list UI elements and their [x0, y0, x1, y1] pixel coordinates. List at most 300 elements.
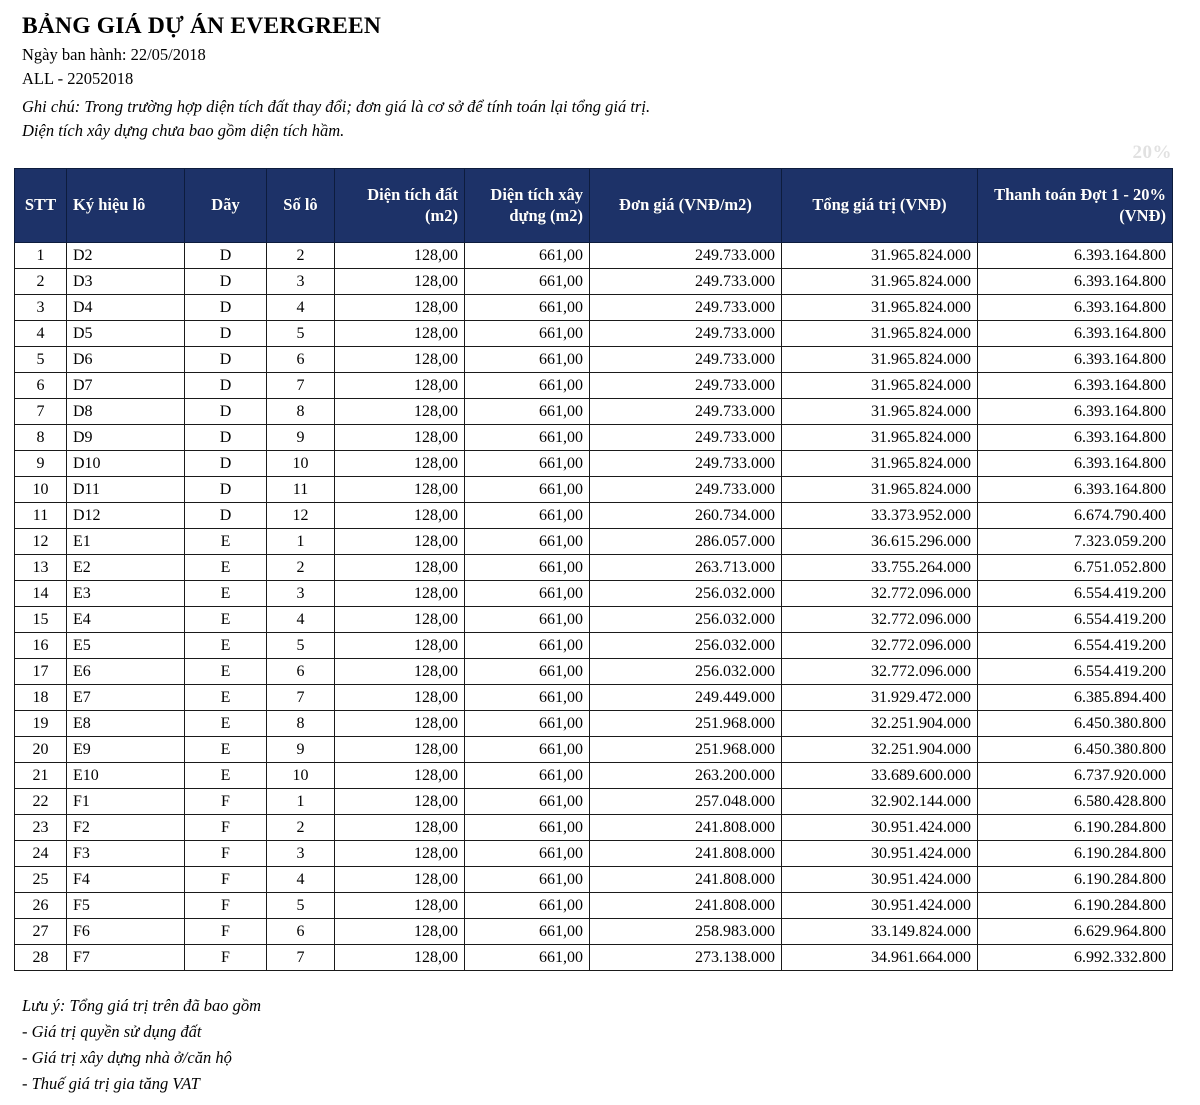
cell-so-lo: 9	[267, 425, 335, 451]
cell-dien-tich-xay-dung: 661,00	[465, 373, 590, 399]
cell-dien-tich-dat: 128,00	[335, 633, 465, 659]
cell-stt: 1	[15, 243, 67, 269]
cell-dien-tich-dat: 128,00	[335, 867, 465, 893]
cell-don-gia: 241.808.000	[590, 893, 782, 919]
cell-so-lo: 10	[267, 451, 335, 477]
cell-dien-tich-dat: 128,00	[335, 373, 465, 399]
cell-tong-gia-tri: 30.951.424.000	[782, 841, 978, 867]
cell-dien-tich-xay-dung: 661,00	[465, 607, 590, 633]
cell-dien-tich-dat: 128,00	[335, 685, 465, 711]
cell-thanh-toan-dot-1: 6.554.419.200	[978, 659, 1173, 685]
cell-dien-tich-xay-dung: 661,00	[465, 503, 590, 529]
cell-stt: 4	[15, 321, 67, 347]
cell-don-gia: 256.032.000	[590, 581, 782, 607]
cell-tong-gia-tri: 33.149.824.000	[782, 919, 978, 945]
cell-tong-gia-tri: 32.251.904.000	[782, 737, 978, 763]
cell-dien-tich-xay-dung: 661,00	[465, 399, 590, 425]
cell-thanh-toan-dot-1: 6.190.284.800	[978, 841, 1173, 867]
cell-tong-gia-tri: 31.965.824.000	[782, 399, 978, 425]
cell-thanh-toan-dot-1: 6.385.894.400	[978, 685, 1173, 711]
cell-thanh-toan-dot-1: 6.450.380.800	[978, 711, 1173, 737]
cell-dien-tich-xay-dung: 661,00	[465, 945, 590, 971]
cell-tong-gia-tri: 36.615.296.000	[782, 529, 978, 555]
cell-day: F	[185, 867, 267, 893]
cell-stt: 16	[15, 633, 67, 659]
cell-stt: 25	[15, 867, 67, 893]
cell-dien-tich-xay-dung: 661,00	[465, 425, 590, 451]
cell-thanh-toan-dot-1: 6.580.428.800	[978, 789, 1173, 815]
cell-so-lo: 10	[267, 763, 335, 789]
cell-dien-tich-dat: 128,00	[335, 841, 465, 867]
cell-don-gia: 260.734.000	[590, 503, 782, 529]
price-table-container	[14, 168, 1172, 971]
note-line-2: Diện tích xây dựng chưa bao gồm diện tích hầm.	[22, 120, 345, 140]
cell-dien-tich-dat: 128,00	[335, 321, 465, 347]
cell-dien-tich-xay-dung: 661,00	[465, 685, 590, 711]
cell-don-gia: 249.733.000	[590, 243, 782, 269]
cell-dien-tich-xay-dung: 661,00	[465, 295, 590, 321]
cell-thanh-toan-dot-1: 7.323.059.200	[978, 529, 1173, 555]
cell-so-lo: 1	[267, 529, 335, 555]
column-header-tong-gia-tri: Tổng giá trị (VNĐ)	[782, 169, 978, 243]
cell-stt: 26	[15, 893, 67, 919]
cell-ky-hieu-lo: D2	[67, 243, 185, 269]
cell-ky-hieu-lo: D3	[67, 269, 185, 295]
cell-don-gia: 273.138.000	[590, 945, 782, 971]
cell-ky-hieu-lo: E2	[67, 555, 185, 581]
cell-ky-hieu-lo: E9	[67, 737, 185, 763]
cell-so-lo: 4	[267, 867, 335, 893]
table-row	[15, 789, 1173, 815]
cell-thanh-toan-dot-1: 6.393.164.800	[978, 295, 1173, 321]
cell-don-gia: 258.983.000	[590, 919, 782, 945]
cell-stt: 8	[15, 425, 67, 451]
cell-thanh-toan-dot-1: 6.393.164.800	[978, 347, 1173, 373]
cell-don-gia: 249.449.000	[590, 685, 782, 711]
cell-thanh-toan-dot-1: 6.751.052.800	[978, 555, 1173, 581]
cell-day: E	[185, 711, 267, 737]
cell-tong-gia-tri: 33.689.600.000	[782, 763, 978, 789]
footer-notes	[22, 993, 261, 1097]
column-header-so-lo: Số lô	[267, 169, 335, 243]
cell-so-lo: 6	[267, 919, 335, 945]
table-row	[15, 373, 1173, 399]
cell-ky-hieu-lo: E8	[67, 711, 185, 737]
table-row	[15, 503, 1173, 529]
column-header-thanh-toan-dot-1: Thanh toán Đợt 1 - 20% (VNĐ)	[978, 169, 1173, 243]
cell-so-lo: 3	[267, 581, 335, 607]
cell-dien-tich-dat: 128,00	[335, 451, 465, 477]
price-table	[14, 168, 1173, 971]
cell-tong-gia-tri: 31.965.824.000	[782, 347, 978, 373]
cell-dien-tich-xay-dung: 661,00	[465, 763, 590, 789]
cell-tong-gia-tri: 33.373.952.000	[782, 503, 978, 529]
cell-tong-gia-tri: 32.772.096.000	[782, 659, 978, 685]
table-row	[15, 529, 1173, 555]
cell-ky-hieu-lo: D10	[67, 451, 185, 477]
table-row	[15, 711, 1173, 737]
cell-ky-hieu-lo: D8	[67, 399, 185, 425]
cell-so-lo: 12	[267, 503, 335, 529]
cell-don-gia: 249.733.000	[590, 399, 782, 425]
cell-don-gia: 263.200.000	[590, 763, 782, 789]
cell-thanh-toan-dot-1: 6.450.380.800	[978, 737, 1173, 763]
page-title: BẢNG GIÁ DỰ ÁN EVERGREEN	[22, 13, 382, 39]
cell-dien-tich-xay-dung: 661,00	[465, 477, 590, 503]
cell-dien-tich-dat: 128,00	[335, 945, 465, 971]
cell-don-gia: 241.808.000	[590, 815, 782, 841]
cell-don-gia: 249.733.000	[590, 295, 782, 321]
cell-stt: 9	[15, 451, 67, 477]
cell-so-lo: 5	[267, 633, 335, 659]
note-line-1: Ghi chú: Trong trường hợp diện tích đất thay đổi; đơn giá là cơ sở để tính toán lại tổng giá trị.	[22, 97, 651, 117]
cell-day: F	[185, 945, 267, 971]
cell-day: D	[185, 243, 267, 269]
cell-stt: 10	[15, 477, 67, 503]
cell-tong-gia-tri: 31.965.824.000	[782, 425, 978, 451]
cell-day: E	[185, 659, 267, 685]
cell-so-lo: 8	[267, 399, 335, 425]
cell-dien-tich-dat: 128,00	[335, 269, 465, 295]
cell-ky-hieu-lo: E5	[67, 633, 185, 659]
cell-ky-hieu-lo: E4	[67, 607, 185, 633]
table-row	[15, 867, 1173, 893]
table-header-row	[15, 169, 1173, 243]
cell-ky-hieu-lo: F2	[67, 815, 185, 841]
cell-so-lo: 7	[267, 685, 335, 711]
cell-thanh-toan-dot-1: 6.393.164.800	[978, 425, 1173, 451]
cell-day: D	[185, 425, 267, 451]
cell-stt: 24	[15, 841, 67, 867]
cell-thanh-toan-dot-1: 6.554.419.200	[978, 607, 1173, 633]
table-header	[15, 169, 1173, 243]
cell-don-gia: 249.733.000	[590, 321, 782, 347]
cell-tong-gia-tri: 31.965.824.000	[782, 373, 978, 399]
cell-day: D	[185, 373, 267, 399]
cell-so-lo: 7	[267, 373, 335, 399]
cell-tong-gia-tri: 34.961.664.000	[782, 945, 978, 971]
cell-so-lo: 2	[267, 555, 335, 581]
cell-don-gia: 249.733.000	[590, 347, 782, 373]
column-header-day: Dãy	[185, 169, 267, 243]
cell-so-lo: 2	[267, 815, 335, 841]
cell-thanh-toan-dot-1: 6.393.164.800	[978, 477, 1173, 503]
cell-dien-tich-xay-dung: 661,00	[465, 737, 590, 763]
cell-ky-hieu-lo: F4	[67, 867, 185, 893]
table-row	[15, 425, 1173, 451]
cell-dien-tich-dat: 128,00	[335, 347, 465, 373]
cell-so-lo: 5	[267, 321, 335, 347]
cell-so-lo: 2	[267, 243, 335, 269]
cell-stt: 15	[15, 607, 67, 633]
cell-thanh-toan-dot-1: 6.393.164.800	[978, 373, 1173, 399]
cell-dien-tich-dat: 128,00	[335, 503, 465, 529]
cell-tong-gia-tri: 31.965.824.000	[782, 269, 978, 295]
cell-don-gia: 249.733.000	[590, 451, 782, 477]
table-row	[15, 243, 1173, 269]
cell-don-gia: 249.733.000	[590, 425, 782, 451]
cell-stt: 5	[15, 347, 67, 373]
cell-thanh-toan-dot-1: 6.393.164.800	[978, 451, 1173, 477]
cell-dien-tich-xay-dung: 661,00	[465, 269, 590, 295]
table-row	[15, 399, 1173, 425]
table-row	[15, 581, 1173, 607]
cell-so-lo: 4	[267, 607, 335, 633]
cell-stt: 13	[15, 555, 67, 581]
cell-thanh-toan-dot-1: 6.554.419.200	[978, 581, 1173, 607]
cell-stt: 23	[15, 815, 67, 841]
cell-dien-tich-xay-dung: 661,00	[465, 867, 590, 893]
cell-ky-hieu-lo: D7	[67, 373, 185, 399]
table-row	[15, 269, 1173, 295]
cell-so-lo: 7	[267, 945, 335, 971]
cell-thanh-toan-dot-1: 6.190.284.800	[978, 893, 1173, 919]
cell-stt: 6	[15, 373, 67, 399]
cell-tong-gia-tri: 31.965.824.000	[782, 243, 978, 269]
footer-note-item: - Thuế giá trị gia tăng VAT	[22, 1074, 200, 1094]
cell-don-gia: 251.968.000	[590, 737, 782, 763]
column-header-ky-hieu-lo: Ký hiệu lô	[67, 169, 185, 243]
cell-so-lo: 6	[267, 347, 335, 373]
issue-date-line: Ngày ban hành: 22/05/2018	[22, 45, 206, 65]
cell-ky-hieu-lo: F5	[67, 893, 185, 919]
cell-day: D	[185, 347, 267, 373]
cell-ky-hieu-lo: F7	[67, 945, 185, 971]
cell-day: E	[185, 685, 267, 711]
cell-thanh-toan-dot-1: 6.393.164.800	[978, 321, 1173, 347]
cell-stt: 14	[15, 581, 67, 607]
cell-tong-gia-tri: 31.965.824.000	[782, 321, 978, 347]
cell-stt: 3	[15, 295, 67, 321]
cell-dien-tich-dat: 128,00	[335, 815, 465, 841]
column-header-stt: STT	[15, 169, 67, 243]
cell-dien-tich-dat: 128,00	[335, 711, 465, 737]
cell-dien-tich-dat: 128,00	[335, 477, 465, 503]
cell-day: D	[185, 269, 267, 295]
cell-don-gia: 263.713.000	[590, 555, 782, 581]
cell-day: E	[185, 555, 267, 581]
cell-tong-gia-tri: 31.965.824.000	[782, 295, 978, 321]
cell-don-gia: 256.032.000	[590, 633, 782, 659]
footer-note-title: Lưu ý: Tổng giá trị trên đã bao gồm	[22, 996, 262, 1015]
cell-don-gia: 241.808.000	[590, 841, 782, 867]
cell-tong-gia-tri: 32.772.096.000	[782, 581, 978, 607]
cell-stt: 7	[15, 399, 67, 425]
table-row	[15, 763, 1173, 789]
cell-ky-hieu-lo: D12	[67, 503, 185, 529]
cell-stt: 2	[15, 269, 67, 295]
cell-thanh-toan-dot-1: 6.190.284.800	[978, 815, 1173, 841]
cell-so-lo: 6	[267, 659, 335, 685]
cell-dien-tich-dat: 128,00	[335, 763, 465, 789]
cell-ky-hieu-lo: E7	[67, 685, 185, 711]
cell-so-lo: 3	[267, 841, 335, 867]
cell-don-gia: 249.733.000	[590, 477, 782, 503]
cell-dien-tich-dat: 128,00	[335, 581, 465, 607]
cell-dien-tich-xay-dung: 661,00	[465, 919, 590, 945]
cell-dien-tich-xay-dung: 661,00	[465, 243, 590, 269]
cell-don-gia: 249.733.000	[590, 373, 782, 399]
cell-tong-gia-tri: 30.951.424.000	[782, 893, 978, 919]
cell-thanh-toan-dot-1: 6.190.284.800	[978, 867, 1173, 893]
cell-don-gia: 249.733.000	[590, 269, 782, 295]
cell-day: D	[185, 503, 267, 529]
cell-dien-tich-xay-dung: 661,00	[465, 815, 590, 841]
cell-stt: 21	[15, 763, 67, 789]
cell-day: F	[185, 789, 267, 815]
cell-dien-tich-xay-dung: 661,00	[465, 789, 590, 815]
footer-note-item: - Giá trị xây dựng nhà ở/căn hộ	[22, 1048, 232, 1068]
cell-thanh-toan-dot-1: 6.992.332.800	[978, 945, 1173, 971]
cell-stt: 12	[15, 529, 67, 555]
cell-dien-tich-xay-dung: 661,00	[465, 321, 590, 347]
table-row	[15, 841, 1173, 867]
cell-ky-hieu-lo: D9	[67, 425, 185, 451]
cell-ky-hieu-lo: E6	[67, 659, 185, 685]
cell-don-gia: 256.032.000	[590, 607, 782, 633]
table-row	[15, 685, 1173, 711]
cell-dien-tich-xay-dung: 661,00	[465, 581, 590, 607]
cell-stt: 11	[15, 503, 67, 529]
cell-tong-gia-tri: 31.929.472.000	[782, 685, 978, 711]
cell-stt: 20	[15, 737, 67, 763]
table-row	[15, 477, 1173, 503]
table-row	[15, 815, 1173, 841]
cell-so-lo: 3	[267, 269, 335, 295]
cell-dien-tich-xay-dung: 661,00	[465, 711, 590, 737]
cell-day: D	[185, 451, 267, 477]
table-row	[15, 321, 1173, 347]
cell-day: E	[185, 737, 267, 763]
cell-thanh-toan-dot-1: 6.674.790.400	[978, 503, 1173, 529]
cell-dien-tich-dat: 128,00	[335, 243, 465, 269]
cell-day: F	[185, 815, 267, 841]
footer-note-item: - Giá trị quyền sử dụng đất	[22, 1022, 202, 1042]
cell-thanh-toan-dot-1: 6.393.164.800	[978, 399, 1173, 425]
column-header-dien-tich-xay-dung: Diện tích xây dựng (m2)	[465, 169, 590, 243]
cell-day: D	[185, 399, 267, 425]
cell-stt: 19	[15, 711, 67, 737]
cell-ky-hieu-lo: F3	[67, 841, 185, 867]
table-row	[15, 347, 1173, 373]
cell-day: E	[185, 529, 267, 555]
table-row	[15, 451, 1173, 477]
cell-stt: 27	[15, 919, 67, 945]
cell-stt: 22	[15, 789, 67, 815]
cell-day: E	[185, 633, 267, 659]
cell-dien-tich-xay-dung: 661,00	[465, 555, 590, 581]
column-header-dien-tich-dat: Diện tích đất (m2)	[335, 169, 465, 243]
cell-day: F	[185, 919, 267, 945]
table-row	[15, 893, 1173, 919]
cell-dien-tich-xay-dung: 661,00	[465, 451, 590, 477]
cell-ky-hieu-lo: F6	[67, 919, 185, 945]
cell-dien-tich-xay-dung: 661,00	[465, 633, 590, 659]
cell-don-gia: 256.032.000	[590, 659, 782, 685]
cell-don-gia: 257.048.000	[590, 789, 782, 815]
cell-dien-tich-dat: 128,00	[335, 399, 465, 425]
cell-day: D	[185, 477, 267, 503]
cell-ky-hieu-lo: E10	[67, 763, 185, 789]
cell-dien-tich-dat: 128,00	[335, 607, 465, 633]
cell-stt: 28	[15, 945, 67, 971]
cell-tong-gia-tri: 32.772.096.000	[782, 633, 978, 659]
cell-don-gia: 251.968.000	[590, 711, 782, 737]
cell-tong-gia-tri: 33.755.264.000	[782, 555, 978, 581]
cell-dien-tich-dat: 128,00	[335, 789, 465, 815]
cell-ky-hieu-lo: E1	[67, 529, 185, 555]
cell-don-gia: 286.057.000	[590, 529, 782, 555]
cell-so-lo: 8	[267, 711, 335, 737]
watermark-20-percent: 20%	[1132, 142, 1172, 163]
cell-day: F	[185, 893, 267, 919]
cell-dien-tich-xay-dung: 661,00	[465, 893, 590, 919]
cell-day: D	[185, 321, 267, 347]
cell-dien-tich-xay-dung: 661,00	[465, 347, 590, 373]
cell-day: F	[185, 841, 267, 867]
cell-dien-tich-dat: 128,00	[335, 919, 465, 945]
cell-so-lo: 9	[267, 737, 335, 763]
cell-tong-gia-tri: 32.902.144.000	[782, 789, 978, 815]
cell-dien-tich-xay-dung: 661,00	[465, 529, 590, 555]
cell-day: E	[185, 763, 267, 789]
table-row	[15, 607, 1173, 633]
cell-so-lo: 5	[267, 893, 335, 919]
cell-stt: 18	[15, 685, 67, 711]
cell-tong-gia-tri: 30.951.424.000	[782, 815, 978, 841]
cell-so-lo: 1	[267, 789, 335, 815]
cell-dien-tich-dat: 128,00	[335, 659, 465, 685]
table-row	[15, 555, 1173, 581]
table-body	[15, 243, 1173, 971]
cell-ky-hieu-lo: F1	[67, 789, 185, 815]
column-header-don-gia: Đơn giá (VNĐ/m2)	[590, 169, 782, 243]
document-code-line: ALL - 22052018	[22, 69, 134, 89]
cell-thanh-toan-dot-1: 6.737.920.000	[978, 763, 1173, 789]
cell-tong-gia-tri: 31.965.824.000	[782, 477, 978, 503]
cell-ky-hieu-lo: E3	[67, 581, 185, 607]
table-row	[15, 659, 1173, 685]
cell-thanh-toan-dot-1: 6.554.419.200	[978, 633, 1173, 659]
cell-stt: 17	[15, 659, 67, 685]
cell-thanh-toan-dot-1: 6.393.164.800	[978, 243, 1173, 269]
cell-tong-gia-tri: 32.251.904.000	[782, 711, 978, 737]
cell-dien-tich-dat: 128,00	[335, 893, 465, 919]
cell-ky-hieu-lo: D4	[67, 295, 185, 321]
cell-so-lo: 4	[267, 295, 335, 321]
cell-dien-tich-xay-dung: 661,00	[465, 659, 590, 685]
cell-ky-hieu-lo: D5	[67, 321, 185, 347]
cell-dien-tich-dat: 128,00	[335, 295, 465, 321]
document-header	[0, 0, 1200, 143]
table-row	[15, 633, 1173, 659]
cell-day: D	[185, 295, 267, 321]
cell-day: E	[185, 607, 267, 633]
cell-dien-tich-dat: 128,00	[335, 737, 465, 763]
cell-day: E	[185, 581, 267, 607]
cell-ky-hieu-lo: D6	[67, 347, 185, 373]
cell-don-gia: 241.808.000	[590, 867, 782, 893]
cell-dien-tich-xay-dung: 661,00	[465, 841, 590, 867]
table-row	[15, 919, 1173, 945]
cell-tong-gia-tri: 30.951.424.000	[782, 867, 978, 893]
cell-tong-gia-tri: 32.772.096.000	[782, 607, 978, 633]
table-row	[15, 945, 1173, 971]
cell-ky-hieu-lo: D11	[67, 477, 185, 503]
cell-dien-tich-dat: 128,00	[335, 425, 465, 451]
cell-tong-gia-tri: 31.965.824.000	[782, 451, 978, 477]
cell-so-lo: 11	[267, 477, 335, 503]
